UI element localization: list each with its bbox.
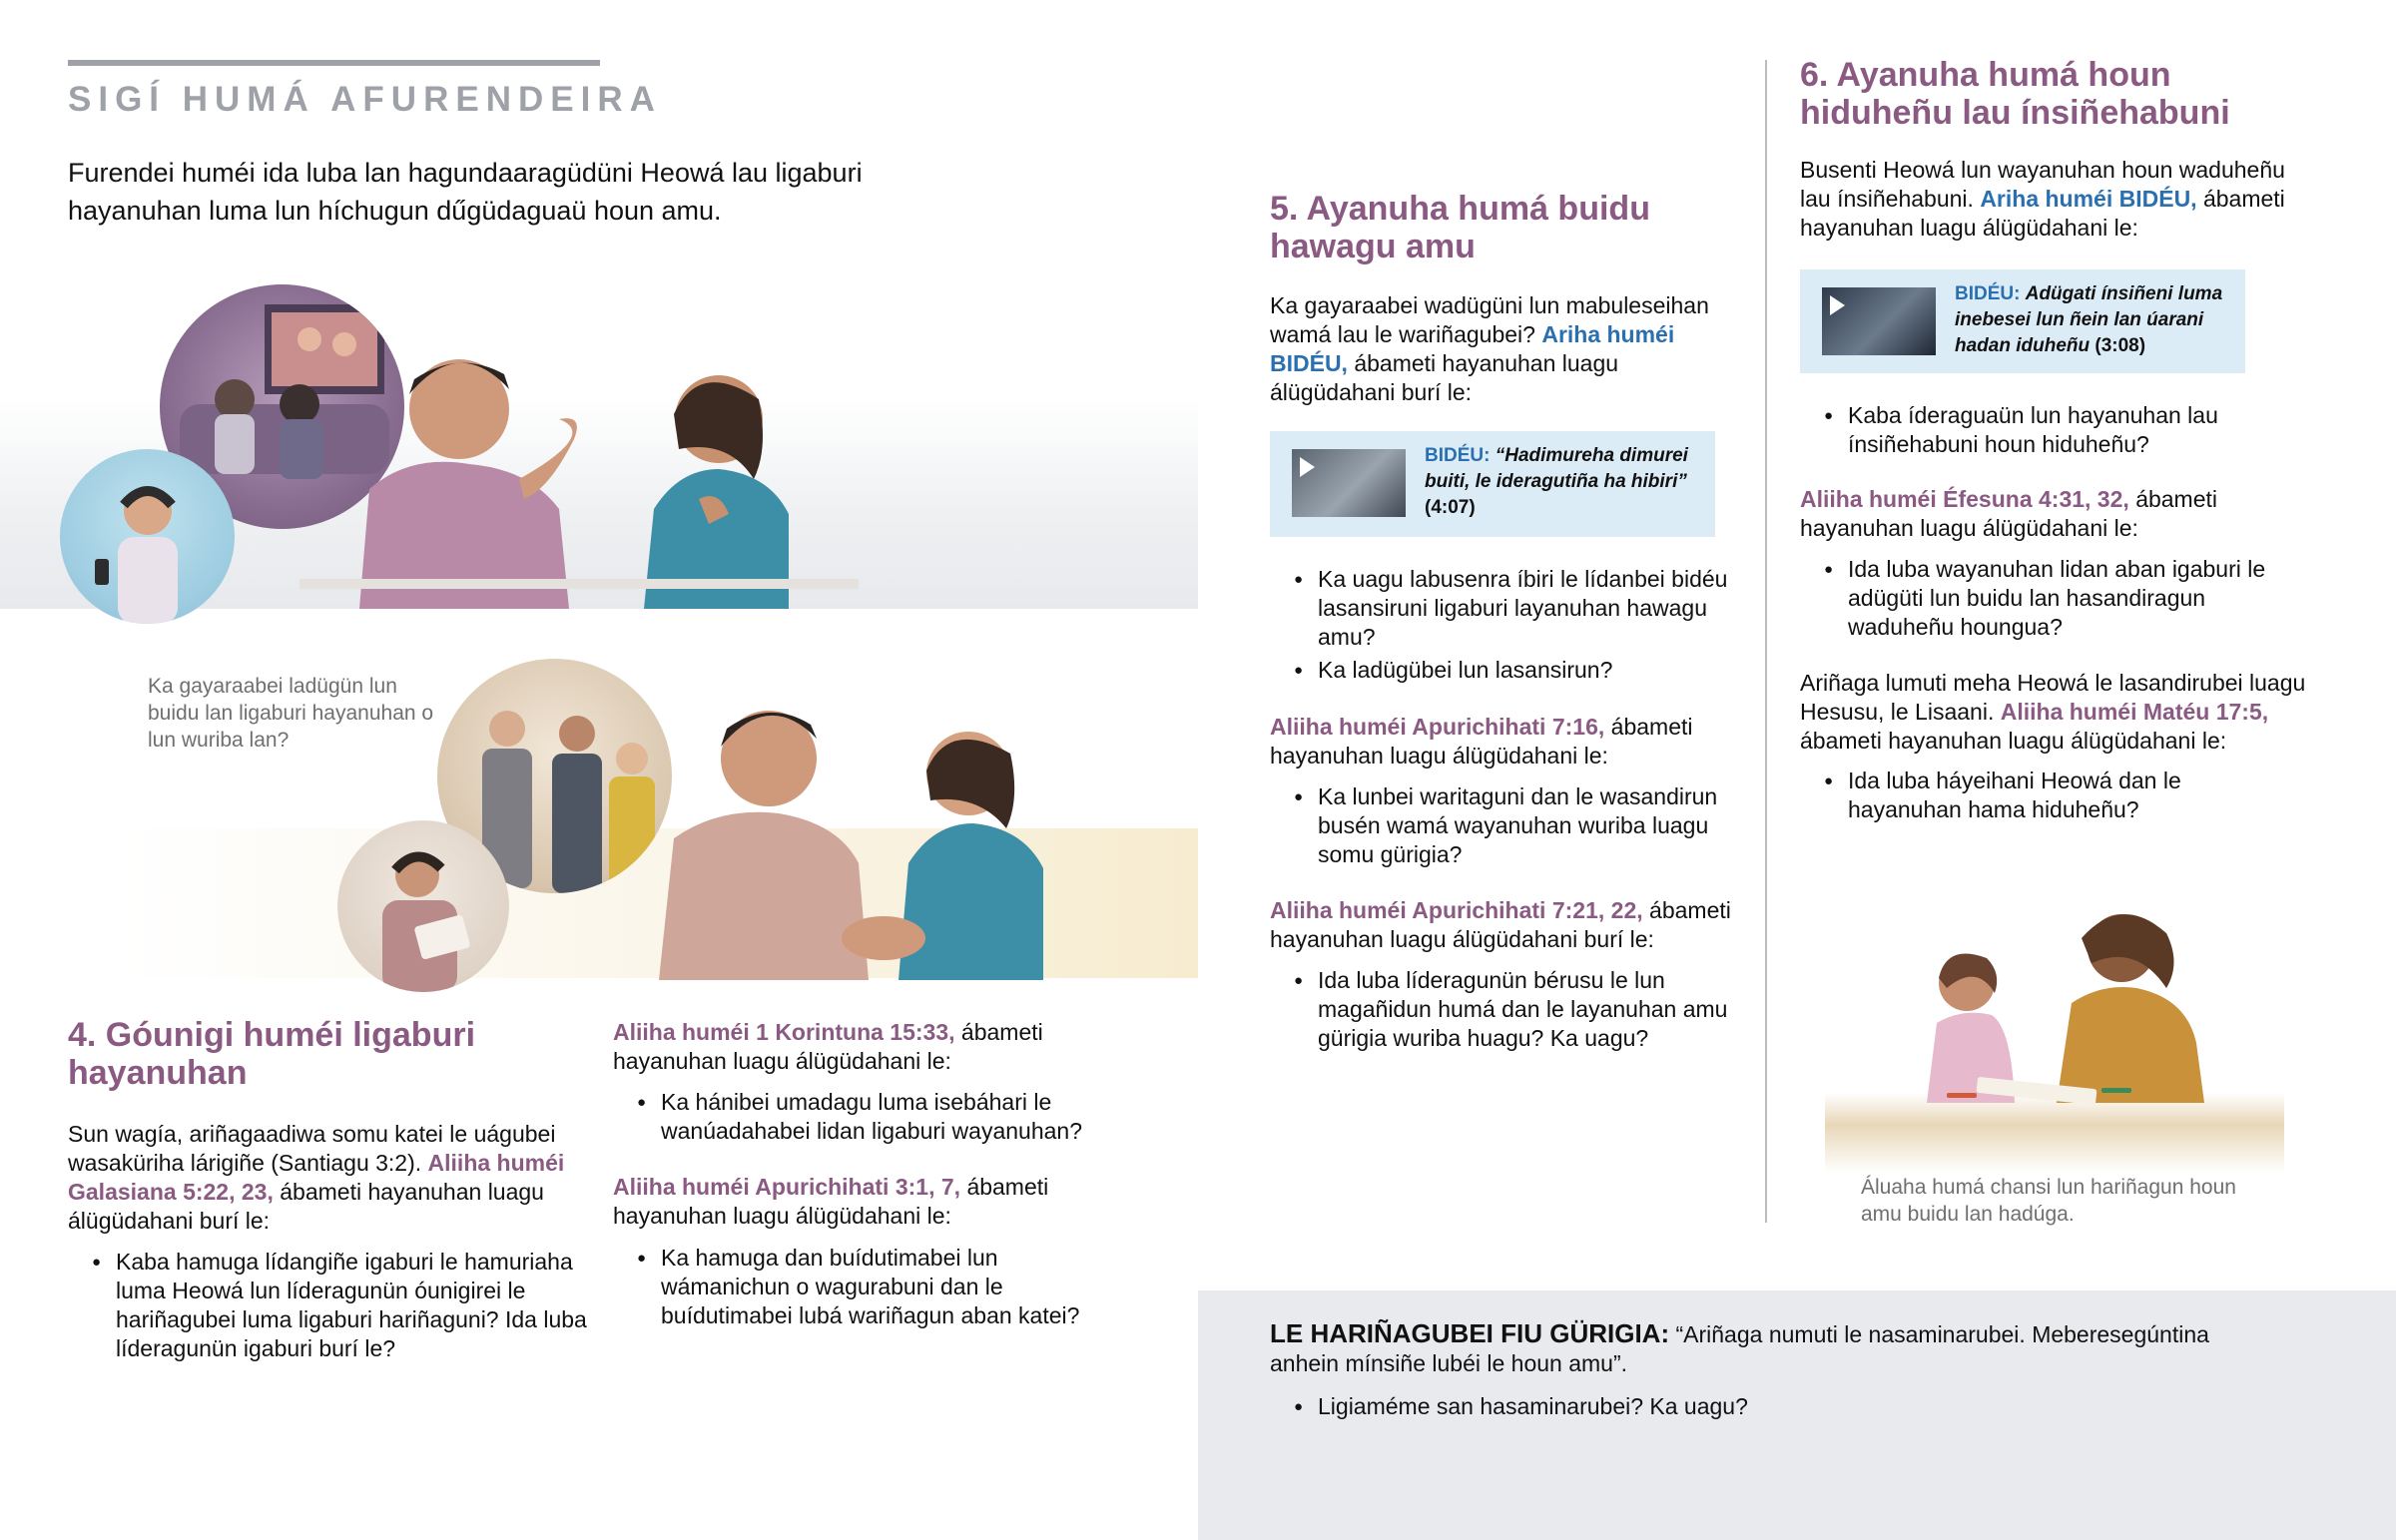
- section-6-ref-2-after: ábameti hayanuhan luagu álügüdahani le:: [1800, 486, 2218, 541]
- video-title: Adügati ínsiñeni luma inebesei lun ñein lan úarani hadan iduheñu: [1955, 283, 2223, 356]
- section-6-intro-after: ábameti hayanuhan luagu álügüdahani le:: [1800, 186, 2285, 241]
- section-6-bullets-1: [1800, 401, 2269, 459]
- section-4-bullets-1: [68, 1248, 587, 1363]
- section-4-bullets-3: [613, 1244, 1112, 1330]
- section-4-scripture-link-3[interactable]: Aliiha huméi Apurichihati 3:1, 7,: [613, 1174, 961, 1200]
- section-5-video-card[interactable]: [1270, 431, 1715, 537]
- video-title: “Hadimureha dimurei buiti, le ideragutiña ha hibiri”: [1425, 445, 1688, 492]
- section-5-video-link[interactable]: Ariha huméi BIDÉU,: [1270, 321, 1675, 376]
- section-4-bullets-2: [613, 1088, 1112, 1146]
- section-6-title: 6. Ayanuha humá houn hiduheñu lau ínsiñehabuni: [1800, 56, 2230, 132]
- video-caption: [1425, 443, 1697, 521]
- video-duration: (3:08): [2095, 335, 2146, 356]
- list-item: ● Kaba hamuga lídangiñe igaburi le hamuriaha luma Heowá lun líderagunün óunigirei le hariñagubei luma ligaburi hariñaguni? Ida luba líderagunün igaburi burí le?: [68, 1248, 587, 1363]
- list-item: ● Ka uagu labusenra íbiri le lídanbei bidéu lasansiruni ligaburi layanuhan hawagu amu?: [1270, 565, 1739, 652]
- section-5-intro-after: ábameti hayanuhan luagu álügüdahani burí le:: [1270, 350, 1619, 405]
- list-item: ● Kaba íderaguaün lun hayanuhan lau ínsiñehabuni houn hiduheñu?: [1800, 401, 2269, 459]
- section-4-intro-text: Sun wagía, ariñagaadiwa somu katei le uágubei wasaküriha lárigiñe (Santiagu 3:2).: [68, 1121, 556, 1176]
- section-4-ref-2-after: ábameti hayanuhan luagu álügüdahani le:: [613, 1019, 1043, 1074]
- video-duration: (4:07): [1425, 497, 1476, 518]
- section-5-bullets-1: [1270, 565, 1739, 685]
- section-6-bullets-2: [1800, 555, 2269, 642]
- section-5-ref-2: [1270, 713, 1739, 770]
- lesson-label: SIGÍ HUMÁ AFURENDEIRA: [68, 80, 662, 119]
- section-6-scripture-link-2[interactable]: Aliiha huméi Éfesuna 4:31, 32,: [1800, 486, 2129, 512]
- play-icon: [1300, 457, 1315, 477]
- video-label: BIDÉU:: [1425, 445, 1491, 466]
- section-5-scripture-link-3[interactable]: Aliiha huméi Apurichihati 7:21, 22,: [1270, 897, 1643, 923]
- list-item: ● Ka lunbei waritaguni dan le wasandirun busén wamá wayanuhan wuriba luagu somu gürigia?: [1270, 782, 1739, 869]
- reading-man-illustration: [337, 820, 509, 992]
- play-icon: [1830, 295, 1845, 315]
- section-6-video-card[interactable]: [1800, 269, 2245, 373]
- column-divider: [1765, 60, 1767, 1223]
- section-6-ref-2: [1800, 485, 2269, 543]
- section-6-intro: [1800, 156, 2299, 243]
- summary-bullets: [1270, 1392, 2069, 1421]
- section-6-intro-text: Busenti Heowá lun wayanuhan houn waduheñu lau ínsiñehabuni.: [1800, 157, 2285, 212]
- section-6-para-2-text: Ariñaga lumuti meha Heowá le lasandirubei luagu Hesusu, le Lisaani.: [1800, 670, 2306, 725]
- section-6-bullets-3: [1800, 767, 2269, 824]
- section-5-ref-3: [1270, 896, 1739, 954]
- mother-child-illustration: [1887, 903, 2226, 1118]
- section-5-intro: [1270, 291, 1729, 407]
- section-6-ref-3-after: ábameti hayanuhan luagu álügüdahani le:: [1800, 728, 2227, 754]
- section-4-intro-after: ábameti hayanuhan luagu álügüdahani burí le:: [68, 1179, 544, 1234]
- video-label: BIDÉU:: [1955, 283, 2021, 304]
- section-5-bullets-2: [1270, 782, 1739, 869]
- section-4-ref-3-after: ábameti hayanuhan luagu álügüdahani le:: [613, 1174, 1049, 1229]
- section-4-title: 4. Góunigi huméi ligaburi hayanuhan: [68, 1016, 476, 1092]
- arguing-couple-illustration: [300, 339, 859, 609]
- section-6-para-2: [1800, 669, 2319, 756]
- section-5-bullets-3: [1270, 966, 1739, 1053]
- list-item: ● Ka ladügübei lun lasansirun?: [1270, 656, 1739, 685]
- illustration-caption-left: Ka gayaraabei ladügün lun buidu lan ligaburi hayanuhan o lun wuriba lan?: [148, 675, 434, 752]
- summary-quote-text: “Ariñaga numuti le nasaminarubei. Meberesegúntina anhein mínsiñe lubéi le houn amu”.: [1270, 1321, 2209, 1376]
- phone-user-illustration: [60, 449, 235, 624]
- section-5-ref-3-after: ábameti hayanuhan luagu álügüdahani burí le:: [1270, 897, 1731, 952]
- list-item: ● Ligiaméme san hasaminarubei? Ka uagu?: [1270, 1392, 2069, 1421]
- section-6-scripture-link-3[interactable]: Aliiha huméi Matéu 17:5,: [2000, 699, 2269, 725]
- section-5-ref-2-after: ábameti hayanuhan luagu álügüdahani le:: [1270, 714, 1693, 769]
- calm-couple-illustration: [639, 689, 1078, 980]
- section-4-scripture-link-2[interactable]: Aliiha huméi 1 Korintuna 15:33,: [613, 1019, 955, 1045]
- section-5-title: 5. Ayanuha humá buidu hawagu amu: [1270, 190, 1650, 265]
- section-4-intro: [68, 1120, 587, 1236]
- illustration-caption-right: Áluaha humá chansi lun hariñagun houn amu buidu lan hadúga.: [1861, 1176, 2236, 1226]
- video-caption: [1955, 281, 2227, 359]
- summary-quote: [1270, 1319, 2268, 1378]
- section-4-scripture-link[interactable]: Aliiha huméi Galasiana 5:22, 23,: [68, 1150, 565, 1205]
- intro-text: Furendei huméi ida luba lan hagundaaragüdüni Heowá lau ligaburi hayanuhan luma lun híchugun dűgüdaguaü houn amu.: [68, 158, 863, 226]
- section-4-ref-2: [613, 1018, 1112, 1076]
- list-item: ● Ida luba líderagunün bérusu le lun magañidun humá dan le layanuhan amu gürigia wuriba huagu? Ka uagu?: [1270, 966, 1739, 1053]
- list-item: ● Ka hamuga dan buídutimabei lun wámanichun o wagurabuni dan le buídutimabei lubá wariñagun aban katei?: [613, 1244, 1112, 1330]
- section-6-video-link[interactable]: Ariha huméi BIDÉU,: [1980, 186, 2197, 212]
- header-rule: [68, 60, 600, 66]
- video-thumbnail: [1822, 287, 1936, 355]
- list-item: ● Ida luba háyeihani Heowá dan le hayanuhan hama hiduheñu?: [1800, 767, 2269, 824]
- section-5-scripture-link-2[interactable]: Aliiha huméi Apurichihati 7:16,: [1270, 714, 1605, 740]
- list-item: ● Ka hánibei umadagu luma isebáhari le wanúadahabei lidan ligaburi wayanuhan?: [613, 1088, 1112, 1146]
- list-item: ● Ida luba wayanuhan lidan aban igaburi le adügüti lun buidu lan hasandiragun waduheñu houngua?: [1800, 555, 2269, 642]
- video-thumbnail: [1292, 449, 1406, 517]
- summary-label: LE HARIÑAGUBEI FIU GÜRIGIA:: [1270, 1318, 1670, 1348]
- section-4-ref-3: [613, 1173, 1112, 1231]
- section-5-intro-text: Ka gayaraabei wadügüni lun mabuleseihan wamá lau le wariñagubei?: [1270, 292, 1709, 347]
